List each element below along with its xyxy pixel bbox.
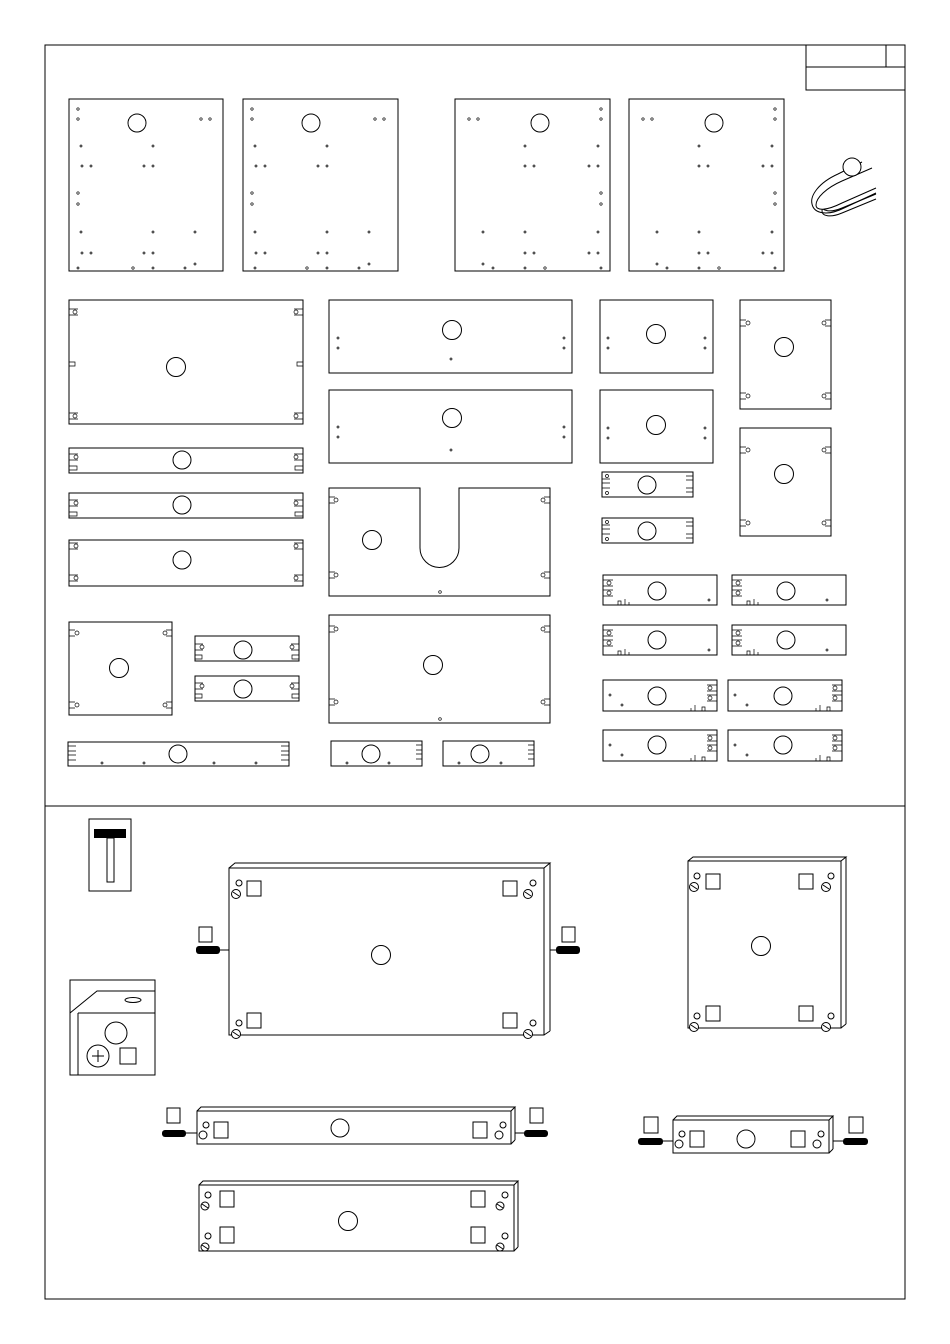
short-rail-1 <box>195 636 299 661</box>
square-panel <box>69 622 172 715</box>
assembly-step-large-panel <box>196 863 580 1039</box>
edge-banding-roll-icon <box>812 158 876 216</box>
assembly-step-square-panel <box>688 857 846 1032</box>
rail-2 <box>69 493 303 518</box>
rail-3 <box>69 540 303 586</box>
rail-1 <box>69 448 303 473</box>
small-panel-1 <box>600 300 713 373</box>
small-rail-1 <box>602 472 693 497</box>
drawer-side-5 <box>603 680 717 711</box>
plinth-1 <box>331 741 422 766</box>
small-rail-2 <box>602 518 693 543</box>
door-panel-1 <box>740 300 831 409</box>
short-rail-2 <box>195 676 299 701</box>
drawer-side-1 <box>603 575 717 605</box>
drawer-side-7 <box>603 730 717 761</box>
shelf-panel-2 <box>329 390 572 463</box>
side-panel-1 <box>69 99 223 271</box>
side-panel-3 <box>455 99 610 271</box>
assembly-step-wide-rail <box>199 1181 518 1251</box>
assembly-step-long-rail <box>162 1107 548 1144</box>
bottom-panel-large <box>69 300 303 424</box>
drawer-side-4 <box>732 625 846 655</box>
assembly-step-short-rail <box>638 1116 868 1153</box>
cam-lock-detail <box>70 980 155 1075</box>
small-panel-2 <box>600 390 713 463</box>
long-rail <box>68 742 289 766</box>
drawer-side-8 <box>728 730 842 761</box>
shelf-panel-1 <box>329 300 572 373</box>
drawer-side-6 <box>728 680 842 711</box>
drawer-side-2 <box>732 575 846 605</box>
side-panel-4 <box>629 99 784 271</box>
title-block <box>806 45 905 90</box>
side-panel-2 <box>243 99 398 271</box>
drawer-side-3 <box>603 625 717 655</box>
hammer-icon <box>89 819 131 891</box>
door-panel-2 <box>740 428 831 536</box>
back-panel <box>329 615 550 723</box>
u-cut-panel <box>329 488 550 596</box>
plinth-2 <box>443 741 534 766</box>
